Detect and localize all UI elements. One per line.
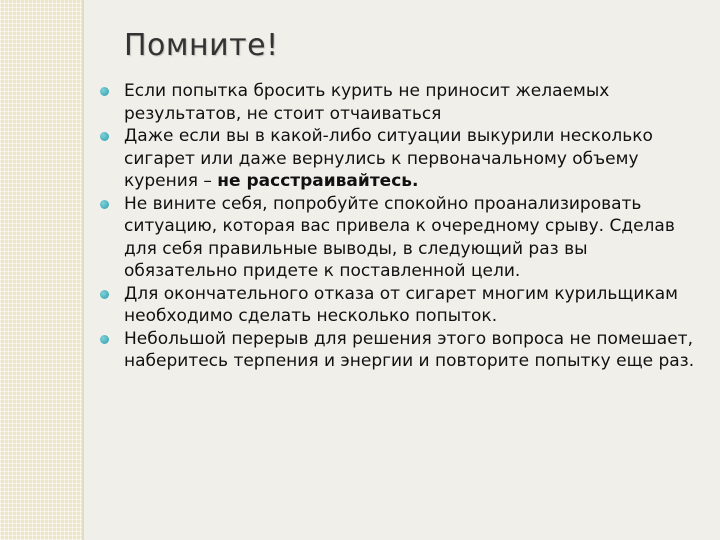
bullet-icon [100,200,109,209]
bullet-icon [100,132,109,141]
bullet-item [98,80,706,125]
bullet-item [98,193,706,283]
bullet-icon [100,335,109,344]
bullet-icon [100,290,109,299]
bullet-bold-text: не расстраивайтесь. [217,171,419,191]
bullet-item [98,283,706,328]
bullet-text: Небольшой перерыв для решения этого вопроса не помешает, наберитесь терпения и энергии и повторите попытку еще раз. [124,328,695,371]
bullet-text: Для окончательного отказа от сигарет многим курильщикам необходимо сделать несколько попыток. [124,283,678,326]
bullet-text: Если попытка бросить курить не приносит желаемых результатов, не стоит отчаиваться [124,81,610,124]
bullet-list [98,80,706,373]
slide-title: Помните! [124,28,279,63]
bullet-item [98,328,706,373]
divider [82,0,84,540]
decorative-side-pattern [0,0,82,540]
bullet-text: Даже если вы в какой-либо ситуации выкурили несколько сигарет или даже вернулись к первоначальному объему курения – [124,126,653,191]
bullet-text: Не вините себя, попробуйте спокойно проанализировать ситуацию, которая вас привела к очередному срыву. Сделав для себя правильные выводы, в следующий раз вы обязательно придете к поставленной цели. [124,193,675,281]
bullet-item [98,125,706,193]
bullet-icon [100,87,109,96]
